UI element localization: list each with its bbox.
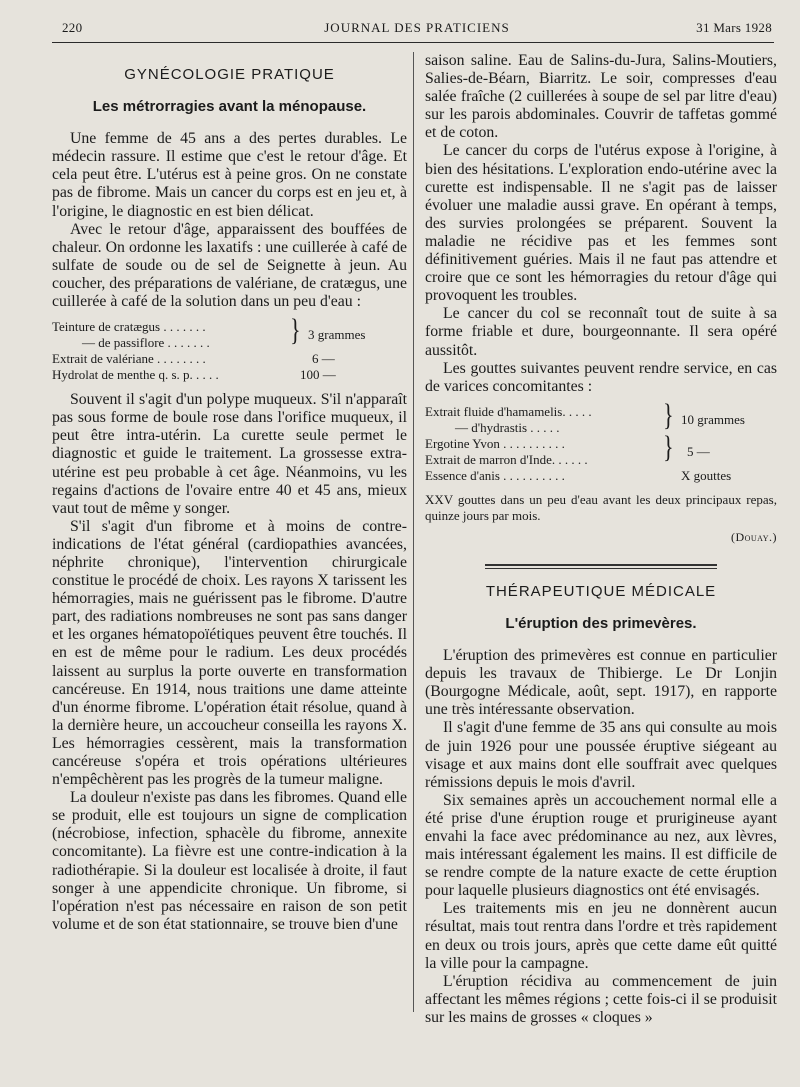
rx-quantity: 100 —	[300, 367, 336, 383]
paragraph: L'éruption récidiva au commencement de juin affectant les mêmes régions ; cette fois-ci il se produisit sur les mains de grosses « cloques »	[425, 972, 777, 1026]
paragraph: Le cancer du col se reconnaît tout de suite à sa forme friable et dure, bourgeonnante. Il sera opéré aussitôt.	[425, 305, 777, 359]
paragraph: Avec le retour d'âge, apparaissent des bouffées de chaleur. On ordonne les laxatifs : une cuillerée à café de sulfate de soude ou de sel de Seignette à jeun. Au coucher, des préparations de valériane, de cratægus, une cuillerée à café de la solution dans un peu d'eau :	[52, 220, 407, 311]
rx-ingredient: — de passiflore . . . . . . .	[82, 335, 210, 351]
right-column	[425, 52, 777, 1027]
section-title-gynecologie: GYNÉCOLOGIE PRATIQUE	[124, 66, 335, 83]
left-column	[52, 52, 407, 934]
brace-glyph: }	[663, 428, 674, 464]
paragraph: La douleur n'existe pas dans les fibromes. Quand elle se produit, elle est toujours un signe de complication (nécrobiose, infection, sphacèle du fibrome, annexite concomitante). La fièvre est une contre-indication à la radiothérapie. Si la douleur est localisée à droite, il faut songer à une appendicite chronique. Un fibrome, si l'opération n'est pas nécessaire en raison de son petit volume et de son état stationnaire, se trouve bien d'une	[52, 789, 407, 933]
rx-quantity: X gouttes	[681, 467, 732, 483]
paragraph: Il s'agit d'une femme de 35 ans qui consulte au mois de juin 1926 pour une poussée éruptive siégeant au visage et aux mains dont elle souffrait avec quelques rémissions depuis le mois d'avril.	[425, 719, 777, 791]
rx-quantity: 5 —	[687, 443, 710, 459]
rx-quantity: 3 grammes	[308, 327, 366, 343]
rx-ingredient: Extrait fluide d'hamamelis. . . . .	[425, 403, 592, 419]
article-title-metrorragies: Les métrorragies avant la ménopause.	[92, 98, 367, 116]
rx-ingredient: Hydrolat de menthe q. s. p. . . . .	[52, 367, 219, 383]
paragraph: Six semaines après un accouchement normal elle a été prise d'une éruption rouge et prurigineuse ayant envahi la face avec prédominance au nez, aux lèvres, mais intéressant également les mains. Il est difficile de se rendre compte de la nature exacte de cette éruption pour laquelle plusieurs diagnostics ont été envisagés.	[425, 791, 777, 900]
author-signature: (Douay.)	[730, 529, 777, 544]
article-title-primeveres: L'éruption des primevères.	[505, 614, 697, 632]
paragraph: Les traitements mis en jeu ne donnèrent aucun résultat, mais tout rentra dans l'ordre et très rapidement en deux ou trois jours, après que cette dame eût quitté la ville pour la campagne.	[425, 900, 777, 972]
rx-ingredient: Extrait de valériane . . . . . . . .	[52, 351, 206, 367]
rx-ingredient: — d'hydrastis . . . . .	[455, 419, 560, 435]
paragraph: L'éruption des primevères est connue en particulier depuis les travaux de Thibierge. Le Dr Lonjin (Bourgogne Médicale, août, sept. 1917), en rapporte une très intéressante observation.	[425, 647, 777, 719]
paragraph: Souvent il s'agit d'un polype muqueux. S'il n'apparaît pas sous forme de boule rose dans l'orifice muqueux, il peut être intra-utérin. La curette seule permet le diagnostic et guide le traitement. La grossesse extra-utérine est peu probable à cet âge. Néanmoins, vu les regains d'actions de l'ovaire entre 40 et 45 ans, mieux vaut tout de même y songer.	[52, 391, 407, 517]
section-title-therapeutique: THÉRAPEUTIQUE MÉDICALE	[485, 582, 717, 600]
paragraph: S'il s'agit d'un fibrome et à moins de contre-indications de l'état général (cardiopathies avancées, néphrite chronique), l'intervention chirurgicale constitue le procédé de choix. Les rayons X tarissent les hémorragies, mais ne guérissent pas le fibrome. D'autre part, des radiations nombreuses ne sont pas sans danger et les organes hématopoïétiques peuvent être touchés. Il en est de même pour le radium. Les deux procédés laissent au surplus la porte ouverte en transformation cancéreuse. En 1914, nous traitions une dame atteinte d'un énorme fibrome. L'opération était résolue, quand à la dernière heure, un accoucheur conseilla les rayons X. Les hémorragies cessèrent, mais la transformation cancéreuse s'opéra et trois opérations ultérieures n'empêchèrent pas les progrès de la tumeur maligne.	[52, 517, 407, 789]
rx-ingredient: Essence d'anis . . . . . . . . . .	[425, 467, 565, 483]
page-number: 220	[62, 20, 83, 35]
rx-quantity: 10 grammes	[681, 411, 745, 427]
prescription-block	[52, 311, 407, 383]
rx-quantity: 6 —	[312, 351, 335, 367]
paragraph: Le cancer du corps de l'utérus expose à l'origine, à bien des hésitations. L'exploration endo-utérine avec la curette est indispensable. Il ne s'agit pas de laisser évoluer une maladie aussi grave. En opérant à temps, des survies prolongées se préparent. Souvent la maladie ne récidive pas et les femmes sont définitivement guéries. Mais il ne faut pas attendre et croire que ce sont les hémorragies du retour d'âge qui provoquent les troubles.	[425, 142, 777, 305]
issue-date: 31 Mars 1928	[696, 20, 772, 35]
section-divider	[485, 564, 717, 569]
prescription-note: XXV gouttes dans un peu d'eau avant les deux principaux repas, quinze jours par mois.	[425, 491, 777, 523]
header-rule	[52, 42, 774, 43]
brace-glyph: }	[663, 396, 674, 432]
prescription-block	[425, 396, 777, 484]
journal-title: JOURNAL DES PRATICIENS	[324, 20, 510, 35]
running-header	[62, 18, 772, 40]
paragraph: Les gouttes suivantes peuvent rendre service, en cas de varices concomitantes :	[425, 359, 777, 395]
rx-ingredient: Extrait de marron d'Inde. . . . . .	[425, 451, 588, 467]
rx-ingredient: Ergotine Yvon . . . . . . . . . .	[425, 435, 565, 451]
column-divider	[413, 52, 414, 1012]
paragraph: saison saline. Eau de Salins-du-Jura, Salins-Moutiers, Salies-de-Béarn, Biarritz. Le soir, compresses d'eau salée fraîche (2 cuillerées à soupe de sel par litre d'eau) sur les parois abdominales. Couvrir de taffetas gommé et de coton.	[425, 52, 777, 142]
paragraph: Une femme de 45 ans a des pertes durables. Le médecin rassure. Il estime que c'est le retour d'âge. Et cela peut être. L'utérus est à peine gros. On ne constate pas de fibrome. Mais un cancer du corps est en jeu et, à l'origine, le diagnostic en est bien délicat.	[52, 130, 407, 220]
brace-glyph: }	[290, 311, 301, 347]
rx-ingredient: Teinture de cratægus . . . . . . .	[52, 319, 206, 335]
